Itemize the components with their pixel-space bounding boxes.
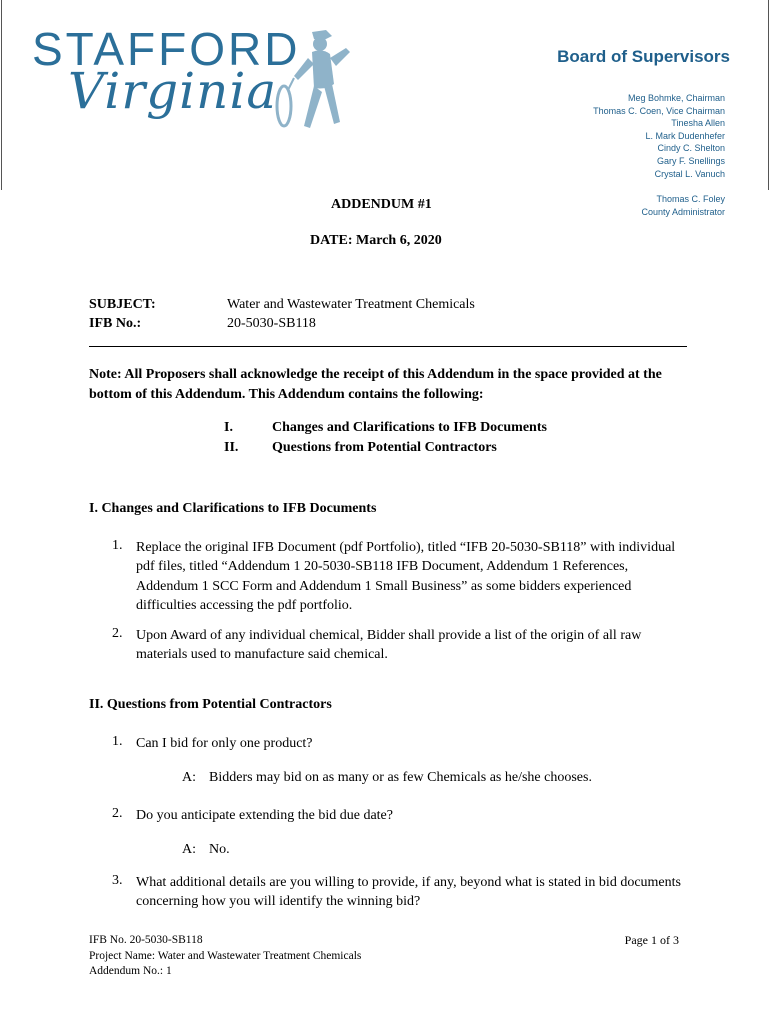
- logo-script: Virginia: [68, 62, 278, 120]
- addendum-title: ADDENDUM #1: [331, 197, 432, 212]
- board-members-list: [593, 92, 725, 180]
- subject-value: Water and Wastewater Treatment Chemicals: [227, 297, 475, 312]
- page-number: Page 1 of 3: [624, 933, 679, 947]
- board-member: Crystal L. Vanuch: [654, 168, 725, 179]
- county-administrator: [641, 193, 725, 218]
- question-number: 2.: [112, 806, 123, 821]
- board-member: Thomas C. Coen, Vice Chairman: [593, 105, 725, 116]
- answer-text: No.: [209, 842, 230, 857]
- administrator-title: County Administrator: [641, 206, 725, 217]
- colonial-figure-icon: [268, 28, 358, 136]
- board-member: Gary F. Snellings: [656, 155, 725, 166]
- answer-text: Bidders may bid on as many or as few Chemicals as he/she chooses.: [209, 770, 592, 785]
- toc-item: Questions from Potential Contractors: [272, 440, 497, 455]
- toc-number: II.: [224, 440, 239, 455]
- board-title: Board of Supervisors: [557, 47, 730, 66]
- acknowledgement-note: Note: All Proposers shall acknowledge the receipt of this Addendum in the space provided at the bottom of this Addendum. This Addendum contains the following:: [89, 367, 662, 402]
- ifb-label: IFB No.:: [89, 316, 142, 331]
- answer-label: A:: [182, 842, 196, 857]
- list-number: 1.: [112, 538, 123, 553]
- stafford-virginia-logo: [28, 23, 343, 136]
- board-member: Cindy C. Shelton: [657, 143, 725, 154]
- footer-ifb: IFB No. 20-5030-SB118: [89, 934, 203, 946]
- board-member: Tinesha Allen: [671, 118, 725, 129]
- question-text: Do you anticipate extending the bid due date?: [136, 808, 393, 823]
- question-number: 1.: [112, 734, 123, 749]
- footer-info: [89, 933, 361, 980]
- toc-number: I.: [224, 420, 233, 435]
- question-text: Can I bid for only one product?: [136, 736, 313, 751]
- left-edge-line: [1, 0, 2, 190]
- horizontal-rule: [89, 346, 687, 347]
- section-heading-questions: II. Questions from Potential Contractors: [89, 697, 332, 712]
- addendum-date: DATE: March 6, 2020: [310, 233, 442, 248]
- subject-label: SUBJECT:: [89, 297, 156, 312]
- logo-wordmark: STAFFORD: [32, 23, 301, 75]
- right-edge-line: [768, 0, 769, 190]
- answer-label: A:: [182, 770, 196, 785]
- board-member: L. Mark Dudenhefer: [645, 130, 725, 141]
- question-text: What additional details are you willing to provide, if any, beyond what is stated in bid documents concerning how you will identify the winning bid?: [136, 875, 681, 910]
- toc-item: Changes and Clarifications to IFB Documents: [272, 420, 547, 435]
- footer-addendum: Addendum No.: 1: [89, 965, 172, 977]
- answer: [182, 770, 592, 786]
- question-number: 3.: [112, 873, 123, 888]
- answer: [182, 842, 230, 858]
- list-item: Replace the original IFB Document (pdf Portfolio), titled “IFB 20-5030-SB118” with individual pdf files, titled “Addendum 1 20-5030-SB118 IFB Document, Addendum 1 References, Addendum 1 SCC Form and Addendum 1 Small Business” as some bidders experienced difficulties accessing the pdf portfolio.: [136, 540, 676, 614]
- list-number: 2.: [112, 626, 123, 641]
- footer-project: Project Name: Water and Wastewater Treatment Chemicals: [89, 949, 362, 962]
- list-item: Upon Award of any individual chemical, Bidder shall provide a list of the origin of all raw materials used to manufacture said chemical.: [136, 628, 642, 663]
- ifb-value: 20-5030-SB118: [227, 316, 316, 331]
- administrator-name: Thomas C. Foley: [656, 194, 725, 204]
- board-member: Meg Bohmke, Chairman: [627, 93, 725, 103]
- section-heading-changes: I. Changes and Clarifications to IFB Documents: [89, 501, 377, 516]
